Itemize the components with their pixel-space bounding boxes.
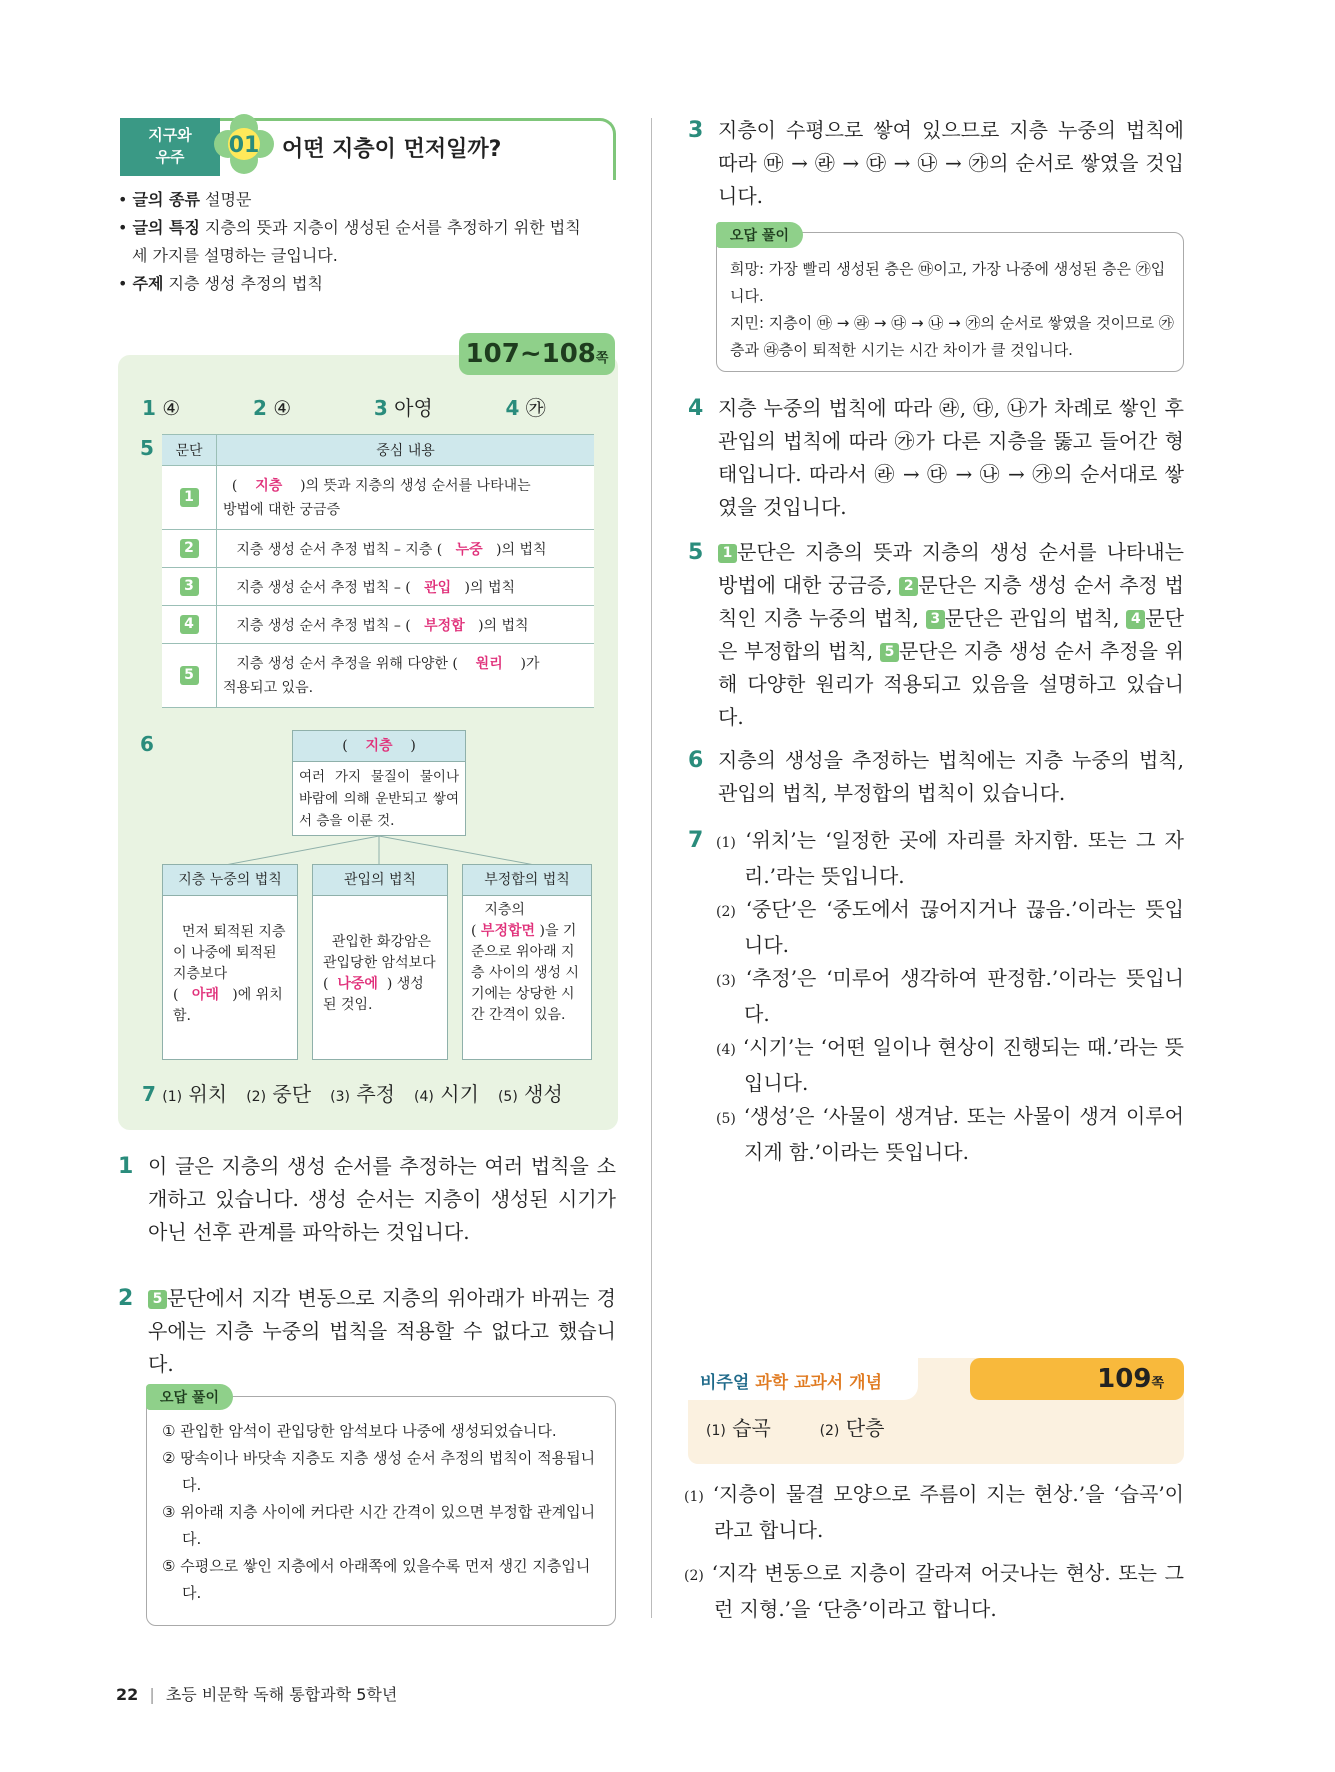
- paren: (: [173, 987, 179, 1003]
- column-divider: [651, 118, 652, 1618]
- box-head: 지층 누중의 법칙: [163, 865, 297, 896]
- box-text: 지층의: [484, 902, 525, 918]
- page-title: 어떤 지층이 먼저일까?: [282, 137, 502, 162]
- q-number: 7: [688, 828, 704, 853]
- diagram-connectors: [160, 836, 600, 866]
- explanation-text: 문단은 지층의 뜻과 지층의 생성 순서를 나타내는 방법에 대한 궁금증,: [718, 540, 1184, 597]
- table-cell: [217, 606, 595, 644]
- definition-item: [716, 824, 1184, 893]
- answer: 아영: [394, 396, 433, 420]
- list-item: ③ 위아래 지층 사이에 커다란 시간 간격이 있으면 부정합 관계입니다.: [162, 1503, 596, 1548]
- cell-text: 방법에 대한 궁금증: [223, 501, 341, 518]
- meta-label: 주제: [132, 274, 164, 293]
- box-text: 관입한 화강암은 관입당한 암석보다 (: [323, 934, 436, 992]
- list-item: 지민: 지층이 ㉲ → ㉱ → ㉰ → ㉯ → ㉮의 순서로 쌓였을 것이므로 ㉮층과 ㉱층이 퇴적한 시기는 시간 차이가 클 것입니다.: [730, 314, 1174, 359]
- definition-text: ‘중단’은 ‘중도에서 끊어지거나 끊음.’이라는 뜻입니다.: [744, 897, 1184, 957]
- page-unit: 쪽: [595, 351, 609, 366]
- lesson-number: 01: [228, 133, 260, 158]
- explanation-2: [148, 1282, 616, 1381]
- meta-text: 지층 생성 추정의 법칙: [168, 274, 323, 293]
- meta-label: 글의 종류: [132, 190, 200, 209]
- box-text: 먼저 퇴적된 지층이 나중에 퇴적된 지층보다: [173, 924, 286, 982]
- cell-text: )의 뜻과 지층의 생성 순서를 나타내는: [300, 477, 531, 494]
- diagram-box-superposition: [162, 864, 298, 1060]
- list-item: ② 땅속이나 바닷속 지층도 지층 생성 순서 추정의 법칙이 적용됩니다.: [162, 1449, 596, 1494]
- paragraph-badge: 3: [180, 577, 199, 596]
- page-number: 22: [116, 1685, 139, 1704]
- diagram-box-unconformity: [462, 864, 592, 1060]
- q-number: 3: [688, 118, 704, 143]
- wrong-answer-list: [730, 256, 1176, 364]
- cell-text: 적용되고 있음.: [223, 679, 314, 696]
- explanation-5: [718, 536, 1184, 734]
- paren: ): [410, 738, 416, 754]
- sub-number: (3): [330, 1089, 350, 1105]
- paragraph-badge: 1: [180, 488, 199, 507]
- answer-row-1-4: [142, 392, 546, 421]
- table-cell: [217, 530, 595, 568]
- table-cell: [217, 644, 595, 708]
- cell-text: 지층 생성 순서 추정 법칙 – 지층 (: [236, 541, 443, 558]
- definition-item: [716, 1100, 1184, 1169]
- q-number: 5: [688, 540, 704, 565]
- paragraph-badge: 2: [899, 577, 918, 596]
- list-item: ⑤ 수평으로 쌓인 지층에서 아래쪽에 있을수록 먼저 생긴 지층입니다.: [162, 1557, 591, 1602]
- explanation-text: 문단에서 지각 변동으로 지층의 위아래가 바뀌는 경우에는 지층 누중의 법칙을 적용할 수 없다고 했습니다.: [148, 1286, 616, 1376]
- table-row: [162, 606, 217, 644]
- definition-item: [716, 1031, 1184, 1100]
- sub-number: (1): [162, 1089, 183, 1105]
- q-number: 4: [505, 396, 520, 420]
- tag-label: 오답 풀이: [716, 222, 803, 248]
- content-table: [162, 434, 594, 708]
- visual-title: [700, 1368, 882, 1393]
- subject-tag: [120, 118, 220, 176]
- paragraph-badge: 5: [180, 666, 199, 685]
- answer-page-tag: [459, 333, 615, 375]
- sub-number: (5): [716, 1111, 736, 1127]
- paragraph-badge: 5: [148, 1290, 167, 1309]
- answer: ④: [273, 396, 292, 420]
- paragraph-badge: 4: [1126, 610, 1145, 629]
- q-number: 6: [140, 732, 154, 756]
- answer: 중단: [272, 1082, 312, 1106]
- explanation-3: 지층이 수평으로 쌓여 있으므로 지층 누중의 법칙에 따라 ㉲ → ㉱ → ㉰ → ㉯ → ㉮의 순서로 쌓였을 것입니다.: [718, 118, 1184, 208]
- q-number: 6: [688, 748, 704, 773]
- footer-separator: |: [149, 1685, 155, 1704]
- subject-line1: 지구와: [148, 126, 192, 144]
- diagram-top-body: 여러 가지 물질이 물이나 바람에 의해 운반되고 쌓여서 층을 이룬 것.: [299, 769, 459, 829]
- title-part: 비주얼: [700, 1373, 750, 1393]
- explanation-text: 문단은 관입의 법칙,: [944, 606, 1127, 630]
- answer-word: 지층: [365, 738, 393, 754]
- definition-text: ‘생성’은 ‘사물이 생겨남. 또는 사물이 생겨 이루어지게 함.’이라는 뜻입니다.: [743, 1104, 1184, 1164]
- definition-item: [716, 893, 1184, 962]
- page-range: 107~108: [465, 339, 596, 369]
- box-body: [313, 896, 447, 1026]
- q-number: 1: [142, 396, 156, 420]
- q-number: 4: [688, 396, 704, 421]
- definition-item: [716, 962, 1184, 1031]
- list-item: ① 관입한 암석이 관입당한 암석보다 나중에 생성되었습니다.: [162, 1422, 557, 1440]
- definition-text: ‘시기’는 ‘어떤 일이나 현상이 진행되는 때.’라는 뜻입니다.: [742, 1035, 1185, 1095]
- table-row: [162, 530, 217, 568]
- sub-number: (1): [684, 1489, 704, 1505]
- table-row: [162, 568, 217, 606]
- answer-word: 관입: [424, 579, 452, 596]
- sub-number: (1): [706, 1423, 726, 1439]
- diagram-top-box: [292, 730, 466, 836]
- q-number: 2: [252, 396, 267, 420]
- answer: 생성: [524, 1082, 563, 1106]
- answer: 습곡: [732, 1416, 771, 1440]
- explanation-text: 문단은 지층 생성 순서 추정 법칙인 지층 누중의 법칙,: [718, 573, 1184, 630]
- cell-text: )의 법칙: [496, 541, 547, 558]
- diagram-top-head: [293, 731, 465, 762]
- explanation-4: 지층 누중의 법칙에 따라 ㉱, ㉰, ㉯가 차례로 쌓인 후 관입의 법칙에 따라 ㉮가 다른 지층을 뚫고 들어간 형태입니다. 따라서 ㉱ → ㉰ → ㉯ → ㉮의 순서대로 쌓였을 것입니다.: [718, 396, 1184, 519]
- sub-number: (4): [414, 1089, 434, 1105]
- wrong-answer-tag: [716, 222, 803, 248]
- answer: 시기: [440, 1082, 479, 1106]
- paragraph-badge: 2: [180, 539, 199, 558]
- sub-number: (3): [716, 973, 736, 989]
- paragraph-badge: 1: [718, 544, 737, 563]
- box-body: [463, 896, 591, 1030]
- table-row: [162, 644, 217, 708]
- definition-text: ‘지층이 물결 모양으로 주름이 지는 현상.’을 ‘습곡’이라고 합니다.: [712, 1482, 1184, 1542]
- explanation-text: 문단은 부정합의 법칙,: [718, 606, 1184, 663]
- answer-word: 부정합면: [480, 923, 536, 939]
- meta-label: 글의 특징: [132, 218, 200, 237]
- sub-number: (2): [819, 1423, 840, 1439]
- sub-number: (2): [246, 1089, 267, 1105]
- answer: 위치: [188, 1082, 228, 1106]
- footer: [116, 1682, 397, 1705]
- answer: 추정: [356, 1082, 395, 1106]
- diagram-box-intrusion: [312, 864, 448, 1060]
- box-text: ) 생성된 것임.: [323, 976, 424, 1013]
- cell-text: 지층 생성 순서 추정을 위해 다양한 (: [236, 655, 458, 672]
- answer-word: 원리: [475, 655, 503, 672]
- paragraph-badge: 4: [180, 615, 199, 634]
- page-number: 109: [1097, 1364, 1152, 1394]
- sub-number: (2): [716, 904, 736, 920]
- meta-kind: • 글의 종류 설명문: [118, 190, 252, 209]
- list-item: 희망: 가장 빨리 생성된 층은 ㉲이고, 가장 나중에 생성된 층은 ㉮입니다.: [730, 260, 1166, 305]
- sub-number: (1): [716, 835, 736, 851]
- definition-text: ‘지각 변동으로 지층이 갈라져 어긋나는 현상. 또는 그런 지형.’을 ‘단층’이라고 합니다.: [711, 1561, 1185, 1621]
- tag-label: 오답 풀이: [146, 1384, 233, 1410]
- cell-text: )의 법칙: [478, 617, 529, 634]
- answer-row-7: [142, 1078, 563, 1107]
- sub-number: (4): [716, 1042, 736, 1058]
- paragraph-badge: 5: [880, 643, 899, 662]
- box-head: 관입의 법칙: [313, 865, 447, 896]
- q-number: 3: [373, 396, 388, 420]
- cell-text: 지층 생성 순서 추정 법칙 – (: [236, 579, 411, 596]
- table-cell: [217, 466, 595, 530]
- q-number: 1: [118, 1154, 134, 1179]
- answer-word: 나중에: [337, 976, 378, 992]
- answer: ㉮: [525, 396, 546, 420]
- table-row: [162, 466, 217, 530]
- flower-icon: [214, 114, 274, 174]
- meta-text: 설명문: [205, 190, 252, 209]
- table-head: 중심 내용: [217, 435, 595, 466]
- box-head: 부정합의 법칙: [463, 865, 591, 896]
- q-number: 7: [142, 1082, 156, 1106]
- wrong-answer-tag: [146, 1384, 233, 1410]
- answer-word: 지층: [255, 477, 283, 494]
- explanation-7: [716, 824, 1184, 1169]
- page-unit: 쪽: [1151, 1376, 1164, 1391]
- book-title: 초등 비문학 독해 통합과학 5학년: [165, 1685, 398, 1704]
- visual-page-tag: [970, 1358, 1184, 1400]
- visual-explanations: [684, 1478, 1184, 1626]
- q-number: 2: [118, 1286, 134, 1311]
- answer-word: 아래: [191, 987, 219, 1003]
- table-head: 문단: [162, 435, 217, 466]
- explanation-6: 지층의 생성을 추정하는 법칙에는 지층 누중의 법칙, 관입의 법칙, 부정합의 법칙이 있습니다.: [718, 748, 1184, 805]
- box-body: [163, 896, 297, 1037]
- visual-answers: [706, 1412, 884, 1441]
- answer-word: 부정합: [424, 617, 465, 634]
- sub-number: (2): [684, 1568, 704, 1584]
- box-text: )을 기준으로 위아래 지층 사이의 생성 시기에는 상당한 시간 간격이 있음.: [471, 923, 580, 1023]
- paren: (: [342, 738, 348, 754]
- answer-word: 누중: [455, 541, 483, 558]
- box-text: )에 위치함.: [173, 987, 283, 1024]
- answer: ④: [162, 396, 181, 420]
- cell-text: 지층 생성 순서 추정 법칙 – (: [236, 617, 411, 634]
- meta-feature: • 글의 특징 지층의 뜻과 지층이 생성된 순서를 추정하기 위한 법칙: [118, 218, 581, 237]
- answer: 단층: [845, 1416, 885, 1440]
- explanation-text: 문단은 지층 생성 순서 추정을 위해 다양한 원리가 적용되고 있음을 설명하고 있습니다.: [718, 639, 1184, 729]
- subject-line2: 우주: [155, 148, 185, 166]
- meta-feature-cont: 세 가지를 설명하는 글입니다.: [132, 246, 338, 265]
- paren: (: [471, 923, 477, 939]
- cell-text: (: [231, 477, 238, 494]
- definition-text: ‘위치’는 ‘일정한 곳에 자리를 차지함. 또는 그 자리.’라는 뜻입니다.: [744, 828, 1184, 888]
- meta-topic: • 주제 지층 생성 추정의 법칙: [118, 274, 323, 293]
- table-cell: [217, 568, 595, 606]
- definition-text: ‘추정’은 ‘미루어 생각하여 판정함.’이라는 뜻입니다.: [744, 966, 1184, 1026]
- wrong-answer-list: [162, 1418, 608, 1607]
- definition-item: [684, 1557, 1184, 1626]
- explanation-1: 이 글은 지층의 생성 순서를 추정하는 여러 법칙을 소개하고 있습니다. 생성 순서는 지층이 생성된 시기가 아닌 선후 관계를 파악하는 것입니다.: [148, 1154, 616, 1244]
- cell-text: )의 법칙: [464, 579, 516, 596]
- definition-item: [684, 1478, 1184, 1547]
- paragraph-badge: 3: [926, 610, 945, 629]
- cell-text: )가: [520, 655, 540, 672]
- meta-text: 지층의 뜻과 지층이 생성된 순서를 추정하기 위한 법칙: [205, 218, 581, 237]
- q-number: 5: [140, 436, 154, 460]
- title-part: 과학 교과서 개념: [755, 1373, 882, 1393]
- sub-number: (5): [497, 1089, 518, 1105]
